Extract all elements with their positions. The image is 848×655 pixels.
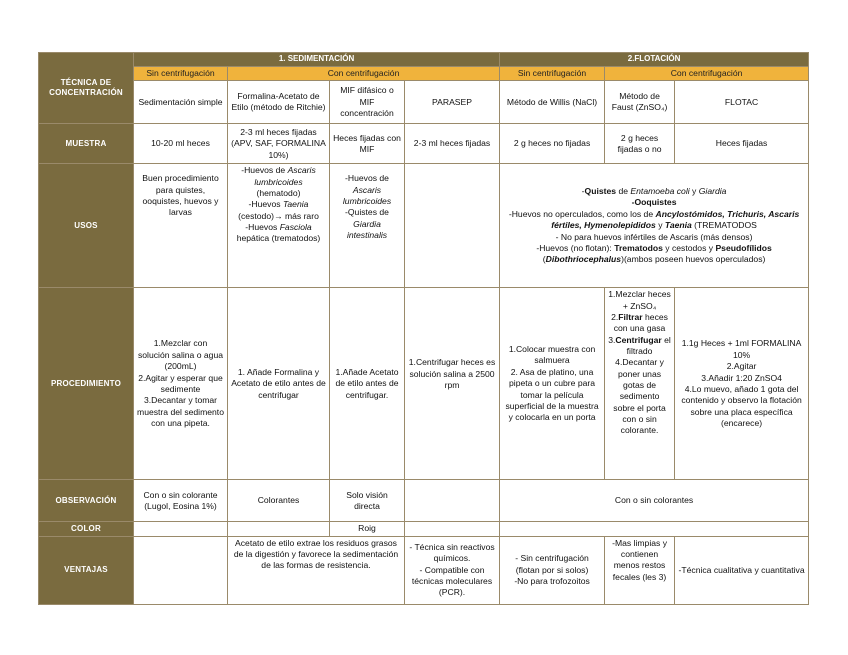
usos-parasep	[405, 164, 500, 288]
obs-ritchie: Colorantes	[228, 480, 330, 522]
usos-flot-line-4: - No para huevos infértiles de Ascaris (más densos)	[555, 231, 753, 242]
proc-faust-step-4: 4.Decantar y poner unas gotas de sedimento sobre el porta con o sin colorante.	[613, 357, 666, 436]
proc-parasep	[405, 288, 500, 480]
ventajas-willis	[500, 536, 605, 604]
subheader-con-centrifugacion-flot: Con centrifugación	[605, 67, 809, 81]
method-ritchie: Formalina-Acetato de Etilo (método de Ritchie)	[228, 81, 330, 124]
row-label-procedimiento: PROCEDIMIENTO	[39, 288, 134, 480]
obs-sed-simple: Con o sin colorante (Lugol, Eosina 1%)	[134, 480, 228, 522]
muestra-sed-simple: 10-20 ml heces	[134, 124, 228, 164]
muestra-parasep: 2-3 ml heces fijadas	[405, 124, 500, 164]
subheader-con-centrifugacion: Con centrifugación	[228, 67, 500, 81]
row-label-color: COLOR	[39, 522, 134, 536]
proc-sed-simple	[134, 288, 228, 480]
usos-mif-line-1: -Huevos de	[345, 173, 389, 184]
usos-flot-line-6: (Dibothriocephalus)(ambos poseen huevos operculados)	[542, 254, 766, 265]
row-label-muestra: MUESTRA	[39, 124, 134, 164]
row-label-tecnica: TÉCNICA DE CONCENTRACIÓN	[39, 53, 134, 124]
proc-flotac-text: 1.1g Heces + 1ml FORMALINA 10% 2.Agitar 3.Añadir 1:20 ZnSO4 4.Lo muevo, añado 1 gota del contenido y observo la flotación sobre una placa específica (encarece)	[681, 338, 802, 428]
muestra-ritchie: 2-3 ml heces fijadas (APV, SAF, FORMALINA 10%)	[228, 124, 330, 164]
ventajas-faust: -Mas limpias y contienen menos restos fecales (les 3)	[605, 536, 675, 604]
proc-mif: 1.Añade Acetato de etilo antes de centrifugar.	[330, 288, 405, 480]
ventajas-flotac: -Técnica cualitativa y cuantitativa	[675, 536, 809, 604]
obs-flotacion: Con o sin colorantes	[500, 480, 809, 522]
color-mif: Roig	[330, 522, 405, 536]
subheader-sin-centrifugacion: Sin centrifugación	[134, 67, 228, 81]
obs-parasep	[405, 480, 500, 522]
muestra-faust: 2 g heces fijadas o no	[605, 124, 675, 164]
color-flotacion	[500, 522, 809, 536]
method-flotac: FLOTAC	[675, 81, 809, 124]
obs-mif: Solo visión directa	[330, 480, 405, 522]
concentration-techniques-table	[38, 52, 809, 605]
subheader-sin-centrifugacion-flot: Sin centrifugación	[500, 67, 605, 81]
method-mif: MIF difásico o MIF concentración	[330, 81, 405, 124]
proc-faust-step-3: 3.Centrifugar el filtrado	[608, 334, 671, 357]
ventajas-parasep	[405, 536, 500, 604]
proc-faust-step-2: 2.Filtrar heces con una gasa	[611, 312, 668, 334]
proc-sed-simple-text: 1.Mezclar con solución salina o agua (200mL) 2.Agitar y esperar que sedimente 3.Decantar y tomar muestra del sedimento con una pipeta.	[137, 338, 224, 428]
color-parasep	[405, 522, 500, 536]
muestra-flotac: Heces fijadas	[675, 124, 809, 164]
ventajas-ritchie-mif: Acetato de etilo extrae los residuos grasos de la digestión y favorece la sedimentación de las formas de resistencia.	[228, 536, 405, 604]
usos-flot-line-2: -Ooquistes	[631, 197, 677, 208]
usos-flot-line-5: -Huevos (no flotan): Trematodos y cestodos y Pseudofílidos	[536, 242, 772, 253]
ventajas-sed-simple	[134, 536, 228, 604]
ventajas-willis-text: - Sin centrifugación (flotan por si solos) -No para trofozoitos	[514, 553, 590, 586]
usos-ritchie-line-2: (hematodo)	[256, 188, 301, 199]
proc-parasep-text: 1.Centrifugar heces es solución salina a 2500 rpm	[408, 357, 496, 391]
proc-willis	[500, 288, 605, 480]
usos-ritchie-line-3: -Huevos Taenia	[248, 199, 309, 210]
usos-ritchie-line-4: (cestodo)→ más raro	[238, 210, 319, 221]
proc-ritchie: 1. Añade Formalina y Acetato de etilo antes de centrifugar	[228, 288, 330, 480]
proc-faust-step-1: 1.Mezclar heces + ZnSO₄	[608, 289, 671, 311]
usos-ritchie-line-6: hepática (trematodos)	[236, 233, 321, 244]
method-faust: Método de Faust (ZnSO₄)	[605, 81, 675, 124]
usos-mif-line-3: -Quistes de	[345, 207, 389, 218]
method-parasep: PARASEP	[405, 81, 500, 124]
row-label-ventajas: VENTAJAS	[39, 536, 134, 604]
proc-flotac	[675, 288, 809, 480]
row-label-usos: USOS	[39, 164, 134, 288]
row-label-observacion: OBSERVACIÓN	[39, 480, 134, 522]
usos-mif	[330, 164, 405, 288]
proc-willis-text: 1.Colocar muestra con salmuera 2. Asa de platino, una pipeta o un cubre para tomar la película superficial de la muestra y colocarla en un porta	[505, 344, 599, 423]
header-sedimentacion: 1. SEDIMENTACIÓN	[134, 53, 500, 67]
usos-mif-line-4: Giardia intestinalis	[346, 218, 388, 241]
color-sed-simple	[134, 522, 228, 536]
usos-sed-simple-text: Buen procedimiento para quistes, ooquistes, huevos y larvas	[142, 173, 219, 218]
usos-ritchie-line-5: -Huevos Fasciola	[245, 222, 312, 233]
ventajas-parasep-text: - Técnica sin reactivos químicos. - Compatible con técnicas moleculares (PCR).	[409, 541, 495, 598]
method-willis: Método de Willis (NaCl)	[500, 81, 605, 124]
muestra-willis: 2 g heces no fijadas	[500, 124, 605, 164]
method-sed-simple: Sedimentación simple	[134, 81, 228, 124]
usos-flotacion	[500, 164, 809, 288]
usos-mif-line-2: Ascaris lumbricoides	[342, 184, 392, 207]
color-ritchie	[228, 522, 330, 536]
usos-flot-line-3: -Huevos no operculados, como los de Ancylostómidos, Trichuris, Ascaris fértiles, Hymenolepididos y Taenia (TREMATODOS	[508, 208, 800, 231]
usos-ritchie	[228, 164, 330, 288]
usos-flot-line-1: -Quistes de Entamoeba coli y Giardia	[581, 186, 727, 197]
header-flotacion: 2.FLOTACIÓN	[500, 53, 809, 67]
proc-faust	[605, 288, 675, 480]
usos-sed-simple	[134, 164, 228, 288]
muestra-mif: Heces fijadas con MIF	[330, 124, 405, 164]
usos-ritchie-line-1: -Huevos de Ascaris lumbricoides	[241, 165, 316, 187]
